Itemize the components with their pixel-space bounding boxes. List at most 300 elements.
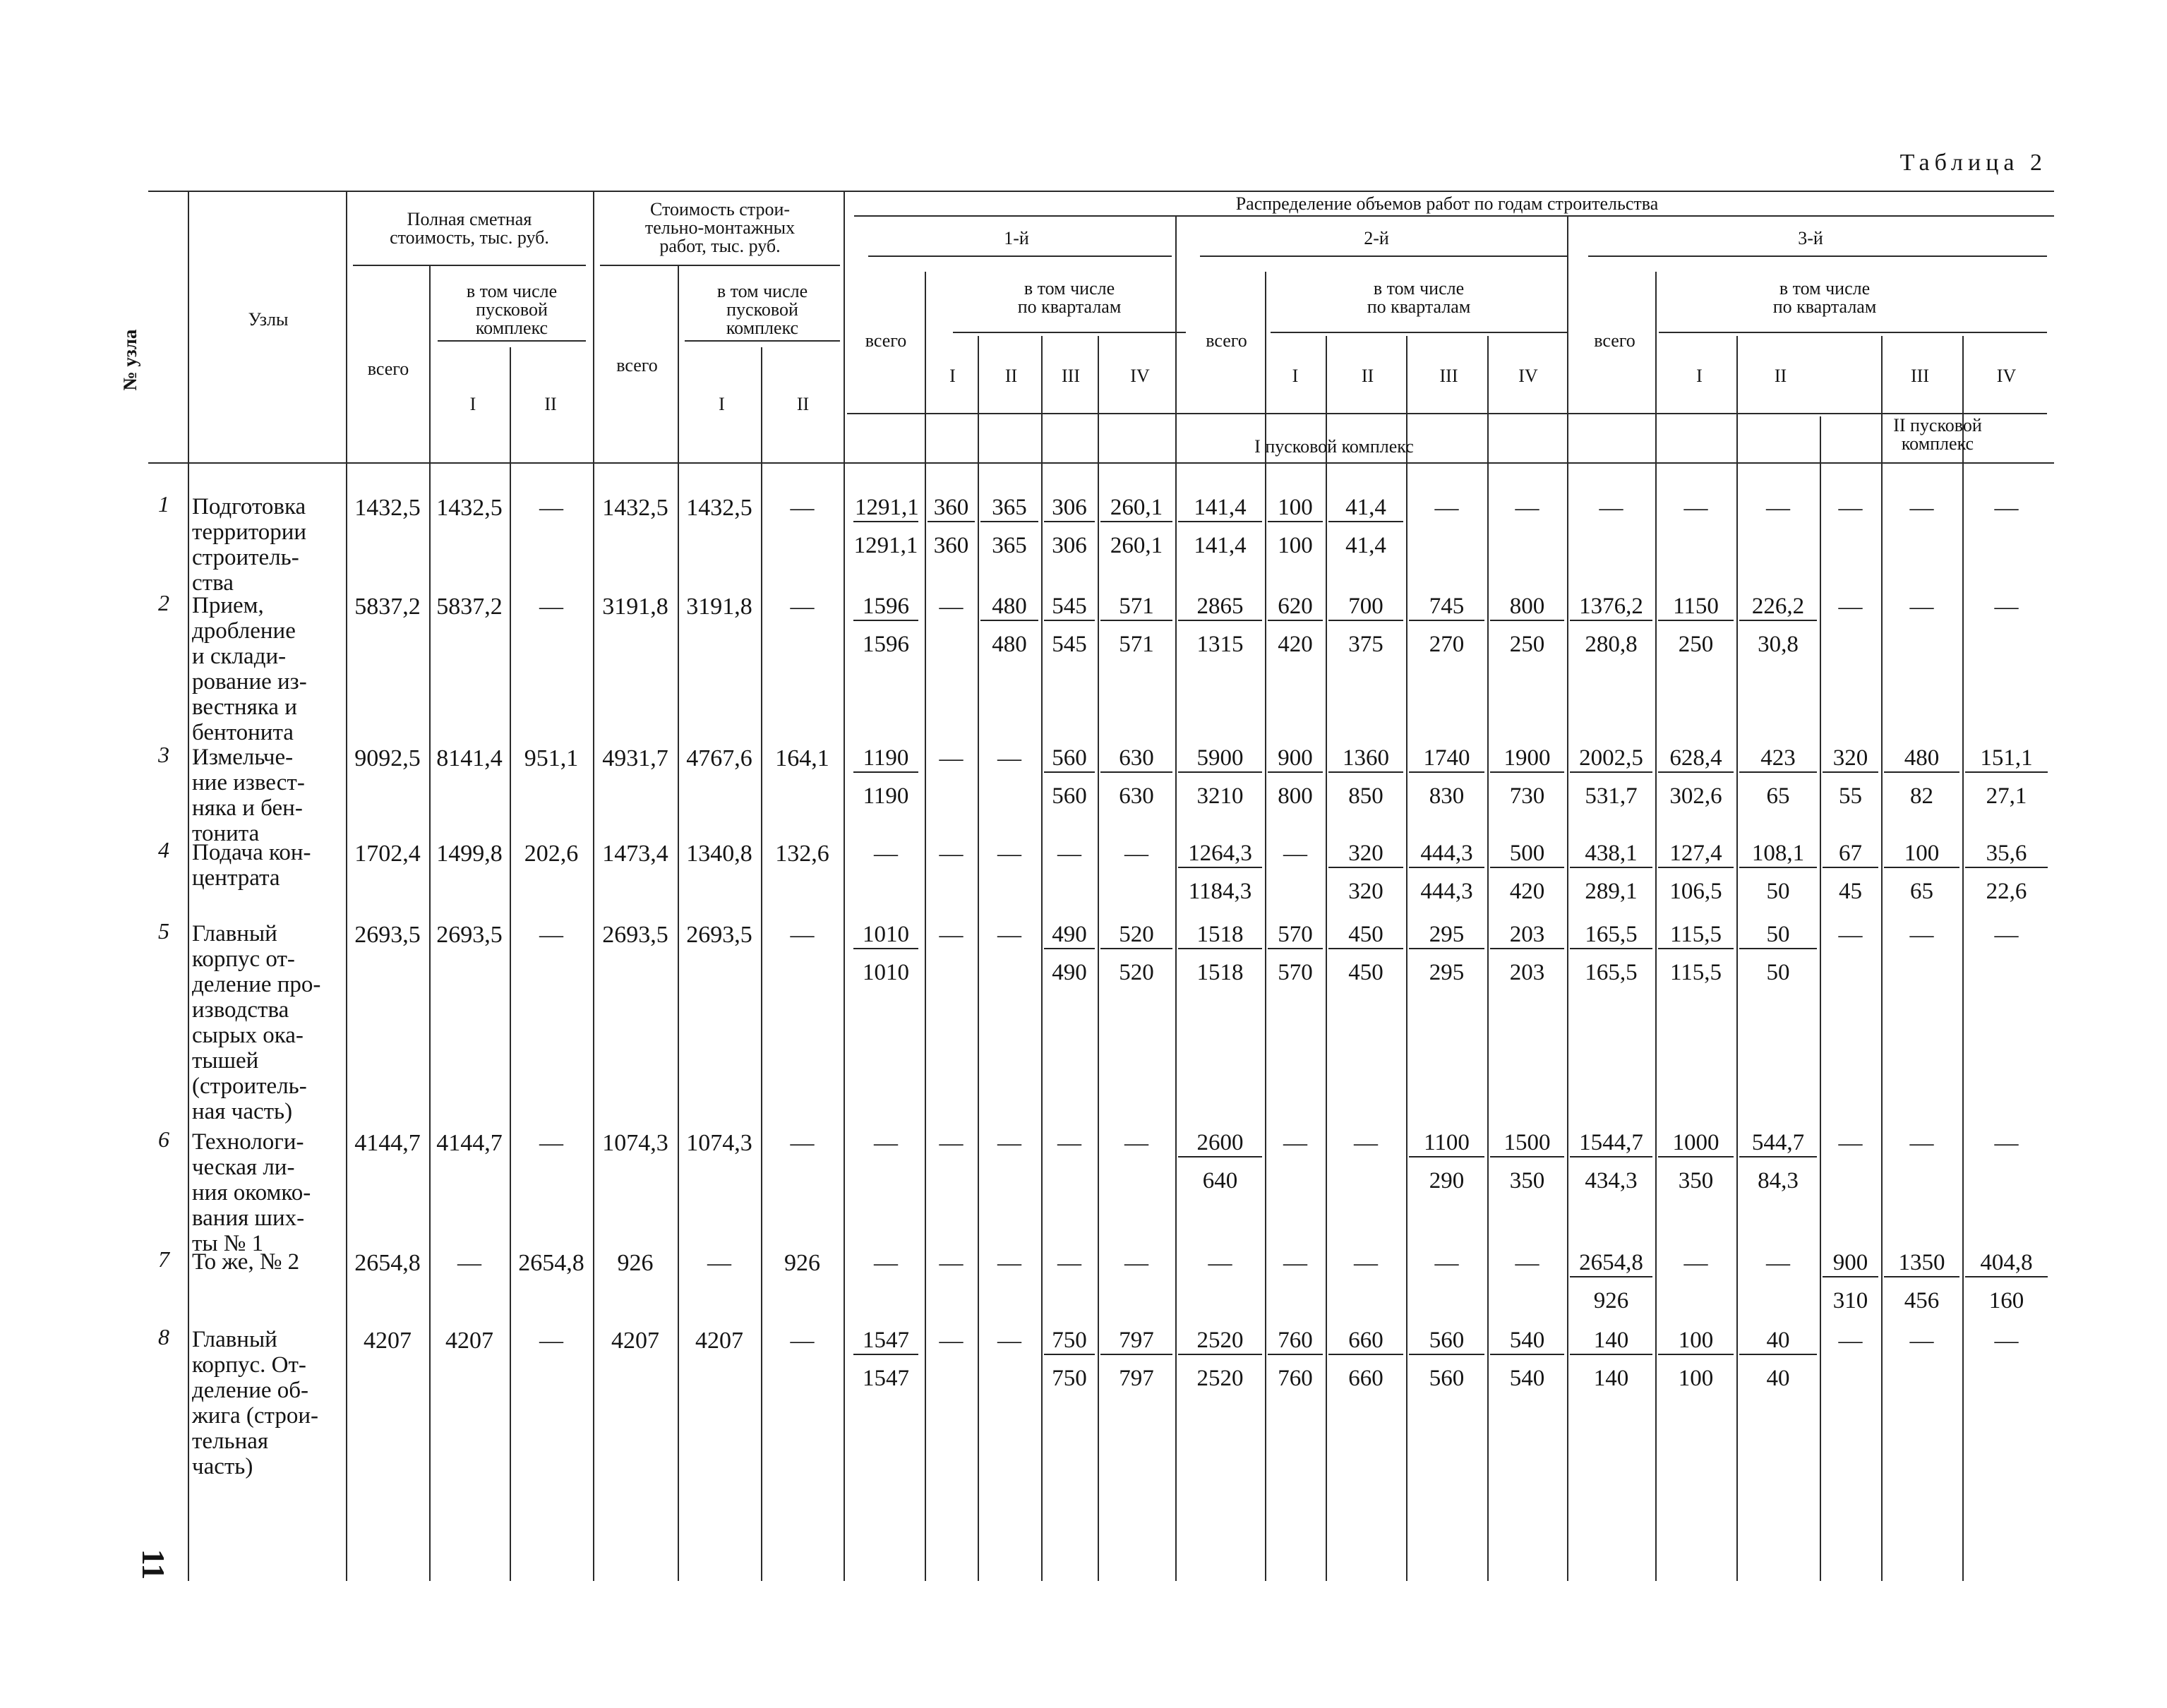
smr-cost-cell: — [790, 1130, 815, 1156]
column-separator [1962, 336, 1964, 1581]
year-cell: — [874, 1250, 898, 1276]
fraction-smr: 456 [1904, 1288, 1940, 1313]
rule [438, 340, 586, 342]
header-y2-q1: I [1292, 366, 1299, 386]
year-fraction-cell [1178, 1327, 1262, 1392]
fraction-total: 320 [1823, 745, 1878, 773]
node-name: Главный корпус. От- деление об- жига (строи- тельная часть) [192, 1327, 319, 1479]
year-cell: — [939, 594, 964, 620]
fraction-smr: 3210 [1196, 783, 1244, 809]
year-cell: — [1994, 922, 2019, 948]
fraction-total: 800 [1490, 593, 1564, 621]
page-number: 11 [136, 1548, 172, 1580]
fraction-smr: 797 [1119, 1366, 1154, 1391]
fraction-total: 797 [1100, 1327, 1172, 1355]
year-fraction-cell [1658, 593, 1734, 658]
header-y1-quarters: в том числе по кварталам [1017, 278, 1122, 317]
fraction-smr: 270 [1429, 632, 1465, 657]
node-name: Главный корпус от- деление про- изводства сырых ока- тышей (строитель- ная часть) [192, 921, 321, 1124]
fraction-total: 630 [1100, 745, 1172, 773]
rule [353, 265, 586, 266]
year-fraction-cell [853, 921, 918, 986]
fraction-smr: 926 [1593, 1288, 1629, 1313]
header-y2-q2: II [1361, 366, 1374, 386]
fraction-total: 1376,2 [1570, 593, 1652, 621]
fraction-total: 480 [1884, 745, 1959, 773]
smr-cost-cell: — [790, 922, 815, 948]
fraction-smr: 160 [1988, 1288, 2024, 1313]
row-number: 6 [158, 1126, 169, 1152]
smr-cost-cell: 1432,5 [686, 495, 752, 521]
year-fraction-cell [1823, 1249, 1878, 1314]
fraction-smr: 82 [1910, 783, 1933, 809]
full-cost-cell: — [539, 922, 563, 948]
year-fraction-cell [1965, 1249, 2048, 1314]
year-fraction-cell [1739, 745, 1817, 810]
fraction-smr: 106,5 [1669, 879, 1722, 904]
fraction-smr: 375 [1348, 632, 1383, 657]
year-fraction-cell [980, 494, 1038, 559]
smr-cost-cell: 2693,5 [602, 922, 668, 948]
fraction-total: 450 [1328, 921, 1403, 949]
year-fraction-cell [1178, 593, 1262, 658]
full-cost-cell: 2654,8 [354, 1250, 421, 1276]
row-number: 7 [158, 1246, 169, 1272]
fraction-total: 115,5 [1658, 921, 1734, 949]
header-full-complex-2: II [544, 394, 557, 414]
year-cell: — [1124, 1250, 1148, 1276]
fraction-smr: 420 [1509, 879, 1545, 904]
fraction-total: 1264,3 [1178, 840, 1262, 868]
fraction-smr: 1547 [863, 1366, 909, 1391]
year-fraction-cell [1178, 840, 1262, 905]
fraction-smr: 540 [1509, 1366, 1545, 1391]
year-fraction-cell [1268, 921, 1323, 986]
year-cell: — [997, 922, 1021, 948]
header-full-complex-1: I [469, 394, 476, 414]
header-y1-q2: II [1004, 366, 1018, 386]
full-cost-cell: — [539, 1130, 563, 1156]
full-cost-cell: 8141,4 [436, 745, 503, 771]
year-fraction-cell [1328, 921, 1403, 986]
header-bottom-rule [148, 462, 2054, 464]
fraction-smr: 545 [1052, 632, 1087, 657]
year-cell: — [1208, 1250, 1232, 1276]
fraction-total: 1150 [1658, 593, 1734, 621]
fraction-smr: 450 [1348, 960, 1383, 985]
fraction-smr: 420 [1278, 632, 1313, 657]
fraction-smr: 1518 [1196, 960, 1244, 985]
node-name: Технологи- ческая ли- ния окомко- вания ших- ты № 1 [192, 1129, 311, 1256]
year-fraction-cell [1739, 593, 1817, 658]
year-cell: — [997, 1250, 1021, 1276]
fraction-total: 520 [1100, 921, 1172, 949]
header-y1-total: всего [865, 330, 907, 351]
fraction-total: 1360 [1328, 745, 1403, 773]
full-cost-cell: 4207 [364, 1328, 412, 1354]
header-y1-q4: IV [1130, 366, 1150, 386]
year-fraction-cell [1823, 840, 1878, 905]
fraction-total: 1740 [1409, 745, 1484, 773]
rule [854, 215, 2054, 217]
fraction-total: 444,3 [1409, 840, 1484, 868]
fraction-smr: 140 [1593, 1366, 1629, 1391]
year-fraction-cell [1268, 593, 1323, 658]
year-fraction-cell [1178, 921, 1262, 986]
fraction-smr: 1010 [863, 960, 909, 985]
rule [1200, 255, 1567, 257]
fraction-smr: 480 [992, 632, 1027, 657]
year-cell: — [997, 1328, 1021, 1354]
year-fraction-cell [1044, 1327, 1095, 1392]
year-cell: — [939, 1250, 964, 1276]
year-fraction-cell [1409, 1327, 1484, 1392]
fraction-total: 490 [1044, 921, 1095, 949]
year-fraction-cell [1328, 840, 1403, 905]
fraction-total: 108,1 [1739, 840, 1817, 868]
fraction-smr: 1596 [863, 632, 909, 657]
year-cell: — [997, 841, 1021, 867]
column-separator [510, 347, 511, 1581]
year-cell: — [939, 841, 964, 867]
fraction-total: 1547 [853, 1327, 918, 1355]
row-number: 8 [158, 1324, 169, 1349]
fraction-smr: 203 [1509, 960, 1545, 985]
column-separator [1041, 336, 1043, 1581]
fraction-total: 2600 [1178, 1129, 1262, 1157]
fraction-total: 560 [1044, 745, 1095, 773]
column-separator [1265, 272, 1266, 1581]
header-y3-quarters: в том числе по кварталам [1772, 278, 1877, 317]
rule [868, 255, 1172, 257]
fraction-smr: 100 [1278, 533, 1313, 558]
fraction-smr: 660 [1348, 1366, 1383, 1391]
year-cell: — [1124, 841, 1148, 867]
header-y3-total: всего [1594, 330, 1635, 351]
column-separator [1736, 336, 1738, 1581]
smr-cost-cell: 1074,3 [686, 1130, 752, 1156]
year-cell: — [1515, 495, 1539, 521]
year-fraction-cell [1658, 1129, 1734, 1194]
year-cell: — [1057, 841, 1081, 867]
year-cell: — [1909, 922, 1934, 948]
year-fraction-cell [853, 1327, 918, 1392]
fraction-total: 1100 [1409, 1129, 1484, 1157]
year-fraction-cell [1100, 494, 1172, 559]
fraction-total: 5900 [1178, 745, 1262, 773]
year-fraction-cell [853, 745, 918, 810]
year-cell: — [939, 745, 964, 771]
year-fraction-cell [1490, 593, 1564, 658]
year-fraction-cell [1658, 1327, 1734, 1392]
smr-cost-cell: 926 [617, 1250, 654, 1276]
smr-cost-cell: 1473,4 [602, 841, 668, 867]
fraction-total: 900 [1823, 1249, 1878, 1277]
year-fraction-cell [1409, 1129, 1484, 1194]
fraction-total: 750 [1044, 1327, 1095, 1355]
fraction-smr: 531,7 [1585, 783, 1638, 809]
year-cell: — [874, 1130, 898, 1156]
full-cost-cell: 1432,5 [354, 495, 421, 521]
fraction-smr: 141,4 [1194, 533, 1247, 558]
fraction-total: 140 [1570, 1327, 1652, 1355]
fraction-smr: 295 [1429, 960, 1465, 985]
header-complex-2: II пусковой комплекс [1893, 415, 1982, 454]
rule [953, 332, 1186, 333]
year-fraction-cell [1658, 745, 1734, 810]
year-fraction-cell [1100, 921, 1172, 986]
year-cell: — [1434, 495, 1459, 521]
fraction-smr: 30,8 [1758, 632, 1799, 657]
header-y2-quarters: в том числе по кварталам [1367, 278, 1471, 317]
header-node-number: № узла [119, 329, 140, 391]
fraction-smr: 165,5 [1585, 960, 1638, 985]
year-cell: — [1994, 495, 2019, 521]
fraction-total: 35,6 [1965, 840, 2048, 868]
fraction-smr: 250 [1509, 632, 1545, 657]
column-separator [978, 336, 979, 1581]
fraction-total: 100 [1884, 840, 1959, 868]
fraction-total: 560 [1409, 1327, 1484, 1355]
year-fraction-cell [1658, 921, 1734, 986]
column-separator [1655, 272, 1657, 1581]
fraction-smr: 260,1 [1110, 533, 1163, 558]
fraction-smr: 320 [1348, 879, 1383, 904]
rule [600, 265, 840, 266]
year-cell: — [1909, 1328, 1934, 1354]
header-nodes: Узлы [248, 309, 289, 330]
year-fraction-cell [1178, 494, 1262, 559]
smr-cost-cell: 926 [784, 1250, 820, 1276]
rule [685, 340, 840, 342]
year-fraction-cell [1823, 745, 1878, 810]
year-cell: — [997, 745, 1021, 771]
table-top-rule [148, 191, 2054, 192]
year-cell: — [1057, 1250, 1081, 1276]
fraction-total: 67 [1823, 840, 1878, 868]
year-fraction-cell [1409, 840, 1484, 905]
full-cost-cell: — [539, 495, 563, 521]
year-cell: — [1515, 1250, 1539, 1276]
header-smr-complex-1: I [719, 394, 725, 414]
year-cell: — [1354, 1130, 1378, 1156]
full-cost-cell: 9092,5 [354, 745, 421, 771]
full-cost-cell: 4144,7 [436, 1130, 503, 1156]
full-cost-cell: 2693,5 [436, 922, 503, 948]
fraction-smr: 365 [992, 533, 1027, 558]
year-cell: — [1838, 594, 1863, 620]
year-fraction-cell [1884, 840, 1959, 905]
smr-cost-cell: 3191,8 [686, 594, 752, 620]
smr-cost-cell: 4207 [695, 1328, 743, 1354]
fraction-total: 100 [1658, 1327, 1734, 1355]
column-separator [1175, 215, 1177, 1581]
fraction-total: 41,4 [1328, 494, 1403, 522]
rule [847, 413, 2047, 414]
full-cost-cell: 951,1 [524, 745, 579, 771]
header-year-1: 1-й [1004, 228, 1029, 248]
year-fraction-cell [1044, 921, 1095, 986]
node-name: То же, № 2 [192, 1249, 300, 1275]
year-fraction-cell [1570, 1249, 1652, 1314]
full-cost-cell: 1499,8 [436, 841, 503, 867]
fraction-total: 40 [1739, 1327, 1817, 1355]
fraction-total: 2865 [1178, 593, 1262, 621]
year-cell: — [1057, 1130, 1081, 1156]
year-fraction-cell [1739, 1327, 1817, 1392]
header-y2-total: всего [1206, 330, 1247, 351]
fraction-total: 50 [1739, 921, 1817, 949]
column-separator [1406, 336, 1407, 1581]
year-fraction-cell [853, 494, 918, 559]
year-cell: — [1434, 1250, 1459, 1276]
smr-cost-cell: 1432,5 [602, 495, 668, 521]
fraction-smr: 289,1 [1585, 879, 1638, 904]
fraction-total: 2520 [1178, 1327, 1262, 1355]
fraction-smr: 302,6 [1669, 783, 1722, 809]
column-separator [1820, 416, 1821, 1581]
year-fraction-cell [1570, 745, 1652, 810]
year-fraction-cell [1490, 921, 1564, 986]
smr-cost-cell: 132,6 [775, 841, 829, 867]
row-number: 4 [158, 837, 169, 862]
smr-cost-cell: — [790, 594, 815, 620]
year-cell: — [1124, 1130, 1148, 1156]
row-number: 3 [158, 742, 169, 767]
column-separator [1881, 336, 1883, 1581]
column-separator [1487, 336, 1489, 1581]
fraction-smr: 45 [1839, 879, 1862, 904]
fraction-total: 1596 [853, 593, 918, 621]
full-cost-cell: 5837,2 [436, 594, 503, 620]
header-smr-complex-2: II [796, 394, 810, 414]
column-separator [188, 191, 189, 1581]
year-cell: — [1909, 495, 1934, 521]
fraction-total: 1190 [853, 745, 918, 773]
year-cell: — [1838, 1130, 1863, 1156]
fraction-total: 203 [1490, 921, 1564, 949]
year-cell: — [1766, 1250, 1790, 1276]
year-fraction-cell [1409, 745, 1484, 810]
fraction-total: 360 [928, 494, 975, 522]
column-separator [593, 191, 594, 1581]
smr-cost-cell: 4767,6 [686, 745, 752, 771]
fraction-total: 620 [1268, 593, 1323, 621]
year-fraction-cell [1570, 593, 1652, 658]
fraction-smr: 1291,1 [853, 533, 918, 558]
header-full-total: всего [367, 359, 409, 379]
header-full-cost: Полная сметная стоимость, тыс. руб. [390, 209, 549, 248]
year-fraction-cell [1965, 745, 2048, 810]
year-fraction-cell [1570, 921, 1652, 986]
year-fraction-cell [1328, 494, 1403, 559]
fraction-total: 320 [1328, 840, 1403, 868]
column-separator [1567, 215, 1568, 1581]
year-fraction-cell [1490, 840, 1564, 905]
full-cost-cell: 5837,2 [354, 594, 421, 620]
fraction-total: 544,7 [1739, 1129, 1817, 1157]
fraction-total: 365 [980, 494, 1038, 522]
year-cell: — [1909, 1130, 1934, 1156]
fraction-total: 760 [1268, 1327, 1323, 1355]
year-fraction-cell [1044, 745, 1095, 810]
fraction-smr: 434,3 [1585, 1168, 1638, 1193]
fraction-smr: 50 [1766, 960, 1790, 985]
fraction-total: 1350 [1884, 1249, 1959, 1277]
year-fraction-cell [1884, 745, 1959, 810]
full-cost-cell: 2654,8 [518, 1250, 584, 1276]
header-y1-q3: III [1062, 366, 1080, 386]
fraction-smr: 27,1 [1986, 783, 2027, 809]
year-cell: — [1838, 495, 1863, 521]
year-fraction-cell [1178, 1129, 1262, 1194]
column-separator [1098, 336, 1099, 1581]
fraction-total: 151,1 [1965, 745, 2048, 773]
year-fraction-cell [1328, 745, 1403, 810]
header-y1-q1: I [949, 366, 956, 386]
fraction-smr: 40 [1766, 1366, 1790, 1391]
full-cost-cell: 4207 [445, 1328, 493, 1354]
fraction-smr: 750 [1052, 1366, 1087, 1391]
fraction-total: 628,4 [1658, 745, 1734, 773]
smr-cost-cell: 1340,8 [686, 841, 752, 867]
fraction-total: 2002,5 [1570, 745, 1652, 773]
fraction-smr: 50 [1766, 879, 1790, 904]
row-number: 5 [158, 918, 169, 944]
rule [1659, 332, 2047, 333]
row-number: 2 [158, 590, 169, 615]
full-cost-cell: 1432,5 [436, 495, 503, 521]
fraction-smr: 2520 [1196, 1366, 1244, 1391]
fraction-total: 100 [1268, 494, 1323, 522]
full-cost-cell: — [539, 1328, 563, 1354]
year-fraction-cell [1409, 921, 1484, 986]
year-fraction-cell [1328, 593, 1403, 658]
fraction-smr: 490 [1052, 960, 1087, 985]
smr-cost-cell: — [790, 495, 815, 521]
full-cost-cell: — [539, 594, 563, 620]
fraction-smr: 640 [1202, 1168, 1238, 1193]
fraction-smr: 520 [1119, 960, 1154, 985]
fraction-smr: 290 [1429, 1168, 1465, 1193]
fraction-smr: 850 [1348, 783, 1383, 809]
full-cost-cell: 4144,7 [354, 1130, 421, 1156]
year-fraction-cell [1884, 1249, 1959, 1314]
year-cell: — [1683, 495, 1708, 521]
fraction-smr: 560 [1052, 783, 1087, 809]
column-separator [1326, 336, 1327, 1581]
header-y3-q2: II [1774, 366, 1787, 386]
smr-cost-cell: 4931,7 [602, 745, 668, 771]
smr-cost-cell: 164,1 [775, 745, 829, 771]
year-cell: — [1283, 1130, 1307, 1156]
year-fraction-cell [1328, 1327, 1403, 1392]
year-fraction-cell [1490, 745, 1564, 810]
fraction-smr: 65 [1766, 783, 1790, 809]
fraction-smr: 570 [1278, 960, 1313, 985]
fraction-smr: 760 [1278, 1366, 1313, 1391]
year-cell: — [1283, 841, 1307, 867]
smr-cost-cell: 4207 [611, 1328, 659, 1354]
rule [1271, 332, 1567, 333]
fraction-total: 1291,1 [853, 494, 918, 522]
fraction-total: 2654,8 [1570, 1249, 1652, 1277]
fraction-total: 900 [1268, 745, 1323, 773]
fraction-total: 1518 [1178, 921, 1262, 949]
year-fraction-cell [1409, 593, 1484, 658]
full-cost-cell: 202,6 [524, 841, 579, 867]
header-smr-cost: Стоимость строи- тельно-монтажных работ, тыс. руб. [644, 199, 796, 256]
